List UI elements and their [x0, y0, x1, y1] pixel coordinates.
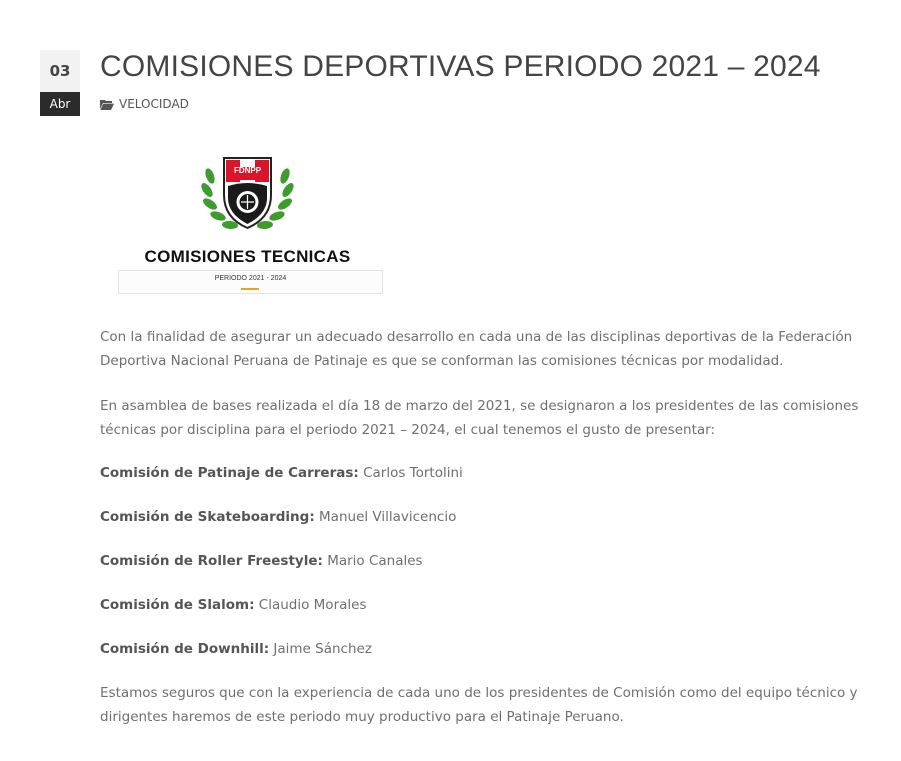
intro-paragraph: Con la finalidad de asegurar un adecuado desarrollo en cada una de las disciplinas deportivas de la Federación Deportiva Nacional Peruana de Patinaje es que se conforman las comisiones técnicas por modalidad. [100, 329, 853, 369]
post-category-label[interactable]: VELOCIDAD [119, 97, 189, 111]
commission-row [100, 593, 366, 617]
commission-president: Jaime Sánchez [273, 641, 372, 657]
commission-row [100, 549, 423, 573]
post-category[interactable] [100, 97, 189, 111]
post-date-month: Abr [40, 92, 80, 116]
commission-row [100, 637, 372, 661]
featured-image [100, 140, 395, 300]
logo-letters: FDNPP [233, 166, 262, 175]
commission-row [100, 505, 456, 529]
folder-open-icon [100, 99, 114, 110]
post-title[interactable]: COMISIONES DEPORTIVAS PERIODO 2021 – 2024 [100, 50, 821, 83]
image-accent-line [241, 288, 259, 290]
commission-president: Mario Canales [327, 553, 423, 569]
commission-row [100, 461, 463, 485]
fdnpp-logo [100, 140, 395, 245]
image-heading: COMISIONES TECNICAS [144, 247, 351, 266]
commission-label: Comisión de Skateboarding: [100, 509, 315, 525]
commission-label: Comisión de Slalom: [100, 597, 255, 613]
commission-president: Carlos Tortolini [363, 465, 463, 481]
commission-label: Comisión de Roller Freestyle: [100, 553, 323, 569]
image-period-band [118, 270, 383, 294]
commission-label: Comisión de Downhill: [100, 641, 270, 657]
commission-president: Claudio Morales [258, 597, 367, 613]
commission-label: Comisión de Patinaje de Carreras: [100, 465, 359, 481]
closing-paragraph: Estamos seguros que con la experiencia de cada uno de los presidentes de Comisión como del equipo técnico y dirigentes haremos de este periodo muy productivo para el Patinaje Peruano. [100, 685, 858, 725]
post-date-day: 03 [40, 50, 80, 92]
post-date [40, 50, 80, 116]
assembly-paragraph: En asamblea de bases realizada el día 18 de marzo del 2021, se designaron a los presidentes de las comisiones técnicas por disciplina para el periodo 2021 – 2024, el cual tenemos el gusto de presentar: [100, 398, 859, 438]
commission-president: Manuel Villavicencio [319, 509, 457, 525]
image-period: PERIODO 2021 - 2024 [214, 275, 287, 282]
